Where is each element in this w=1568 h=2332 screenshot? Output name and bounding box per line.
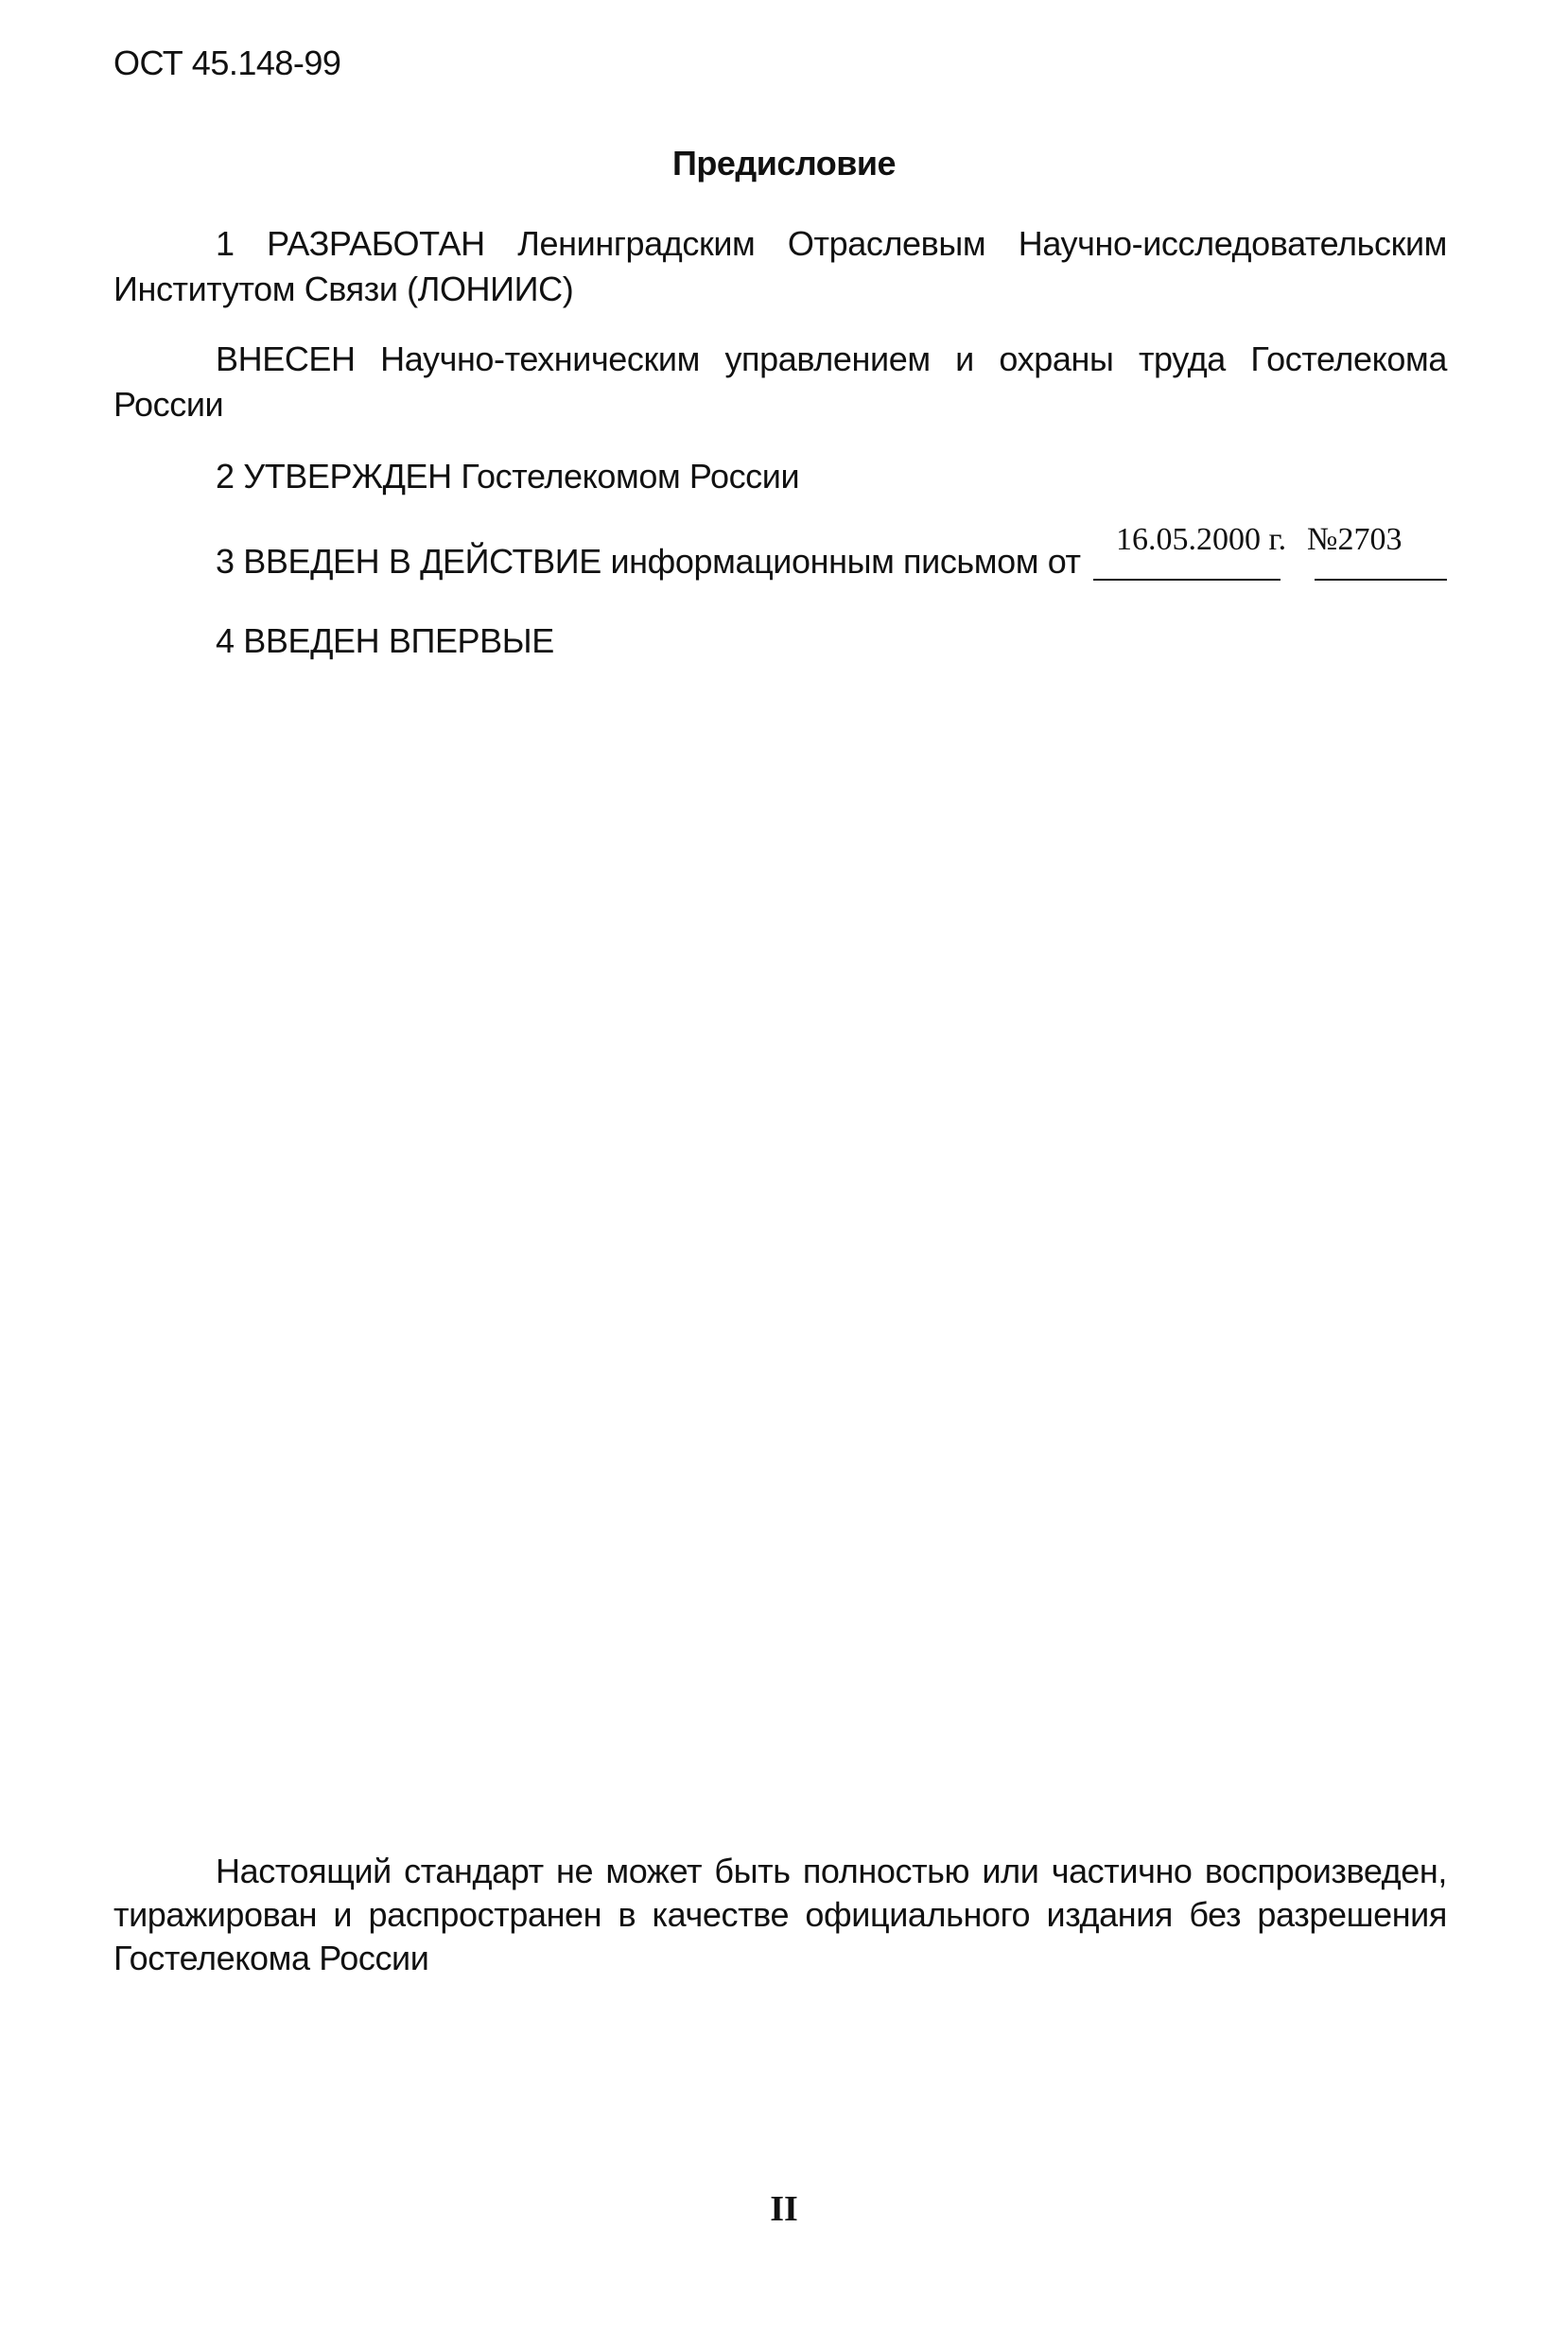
enactment-letter-number: №2703 [1307, 522, 1402, 557]
item-keyword: УТВЕРЖДЕН [243, 457, 452, 496]
item-text: информационным письмом от [610, 542, 1081, 581]
document-code: ОСТ 45.148-99 [113, 44, 341, 82]
item-text: Научно-техническим управлением и охраны труда Гостелекома России [113, 339, 1447, 424]
item-number: 2 [216, 457, 235, 496]
paragraph-enacted [216, 539, 1081, 584]
page-number: II [770, 2189, 798, 2229]
item-number: 3 [216, 542, 235, 581]
item-number: 4 [216, 621, 235, 660]
item-text: Ленинградским Отраслевым Научно-исследовательским Институтом Связи (ЛОНИИС) [113, 224, 1448, 308]
number-underline [1315, 579, 1447, 581]
copyright-notice: Настоящий стандарт не может быть полностью или частично воспроизведен, тиражирован и распространен в качестве официального издания без разрешения Гостелекома России [113, 1852, 1447, 1977]
paragraph-first-introduced [216, 618, 554, 664]
paragraph-approved-by [216, 454, 799, 499]
paragraph-introduced-by [113, 337, 1447, 427]
item-keyword: РАЗРАБОТАН [267, 224, 485, 263]
item-keyword: ВНЕСЕН [216, 339, 356, 378]
page-title: Предисловие [671, 144, 897, 183]
item-text: Гостелекомом России [461, 457, 800, 496]
enactment-date: 16.05.2000 г. [1116, 522, 1287, 557]
item-keyword: ВВЕДЕН ВПЕРВЫЕ [243, 621, 554, 660]
item-number: 1 [216, 224, 235, 263]
date-underline [1093, 579, 1281, 581]
paragraph-developed-by [113, 221, 1447, 312]
item-keyword: ВВЕДЕН В ДЕЙСТВИЕ [243, 542, 601, 581]
